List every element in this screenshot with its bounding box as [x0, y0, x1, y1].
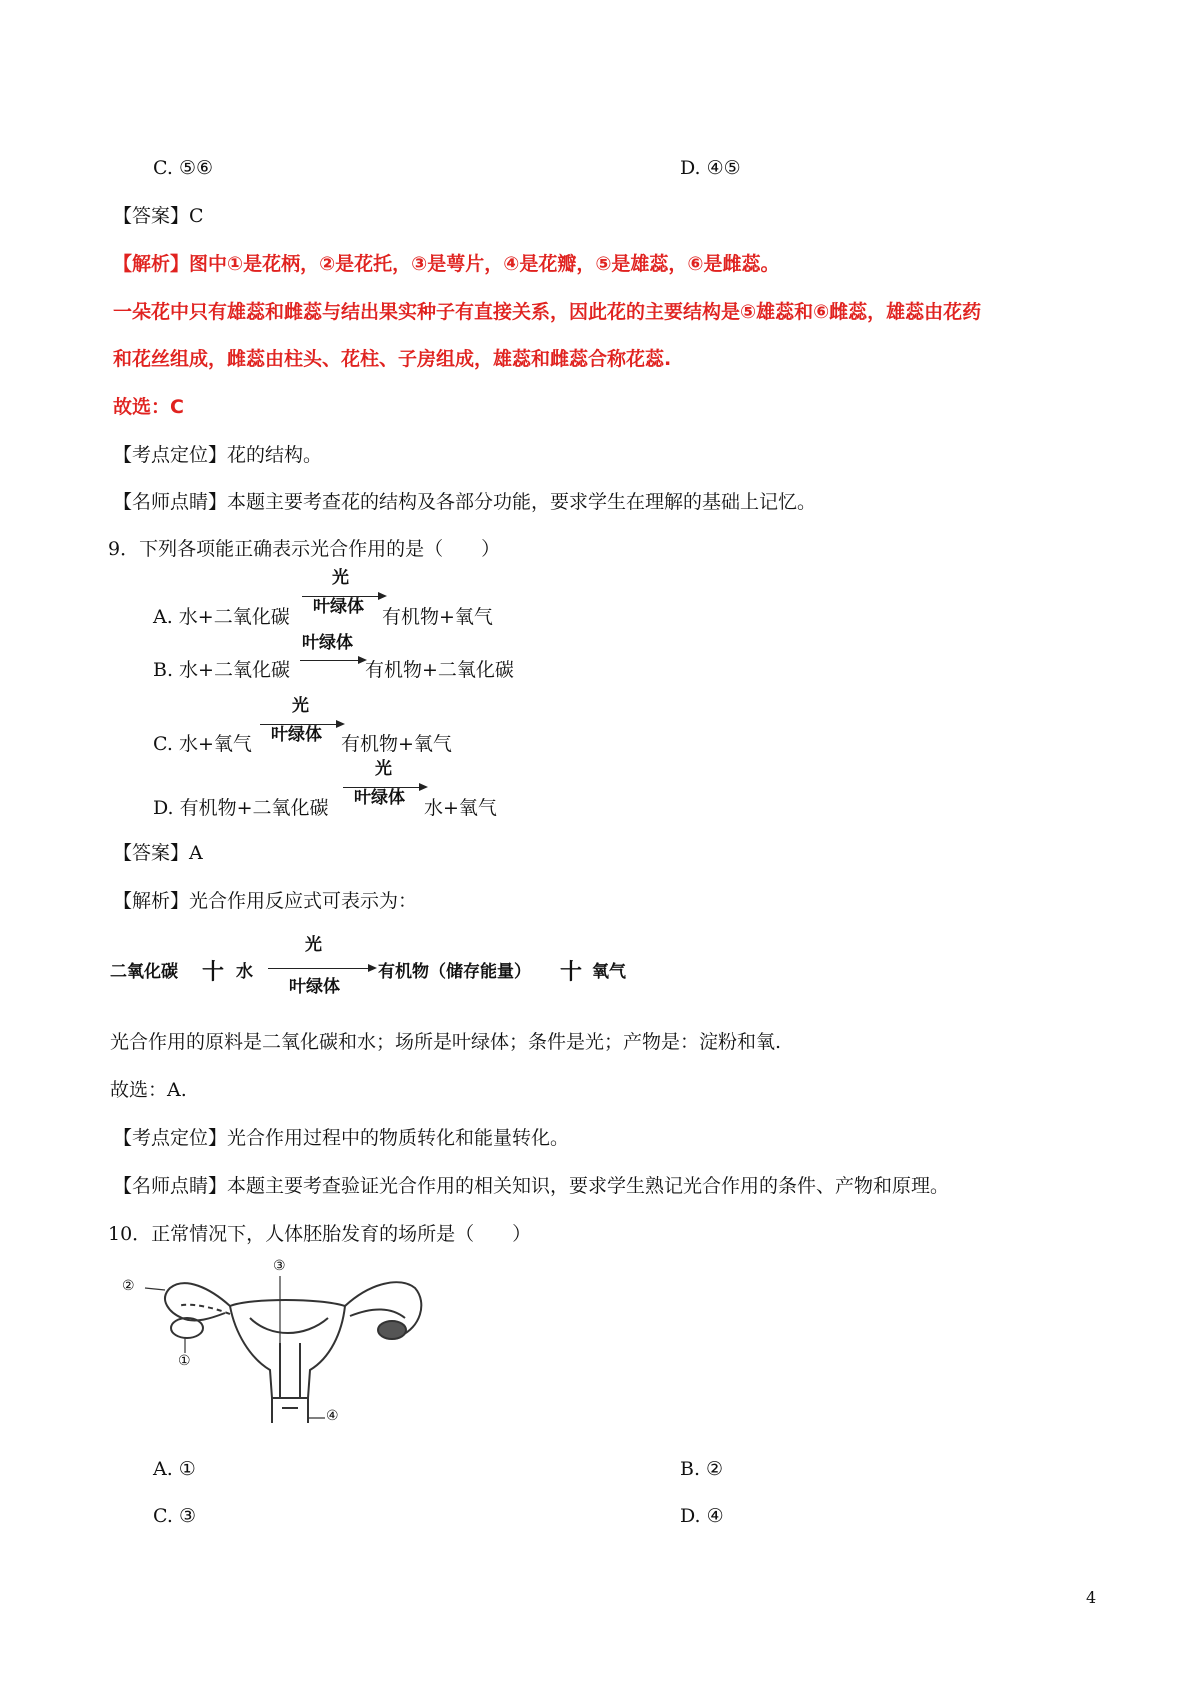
q9-option-b-top-label: 叶绿体: [302, 633, 353, 653]
q8-mingshi: 【名师点睛】本题主要考查花的结构及各部分功能，要求学生在理解的基础上记忆。: [113, 491, 817, 513]
q8-analysis-line3: 和花丝组成，雌蕊由柱头、花柱、子房组成，雄蕊和雌蕊合称花蕊.: [113, 348, 672, 370]
uterus-label-1: ①: [178, 1353, 191, 1369]
q9-stem: 9．下列各项能正确表示光合作用的是（ ）: [108, 538, 501, 560]
equation-plus-1: 十: [202, 960, 225, 985]
equation-reactant-co2: 二氧化碳: [110, 962, 178, 982]
q9-option-d-suffix: 水+氧气: [424, 797, 497, 819]
q9-analysis: 【解析】光合作用反应式可表示为：: [113, 890, 418, 912]
q9-explain: 光合作用的原料是二氧化碳和水；场所是叶绿体；条件是光；产物是：淀粉和氧.: [110, 1031, 782, 1053]
q8-choice: 故选：C: [113, 396, 184, 418]
q10-option-b: B. ②: [680, 1458, 724, 1480]
equation-plus-2: 十: [560, 960, 583, 985]
q8-option-d: D. ④⑤: [680, 157, 741, 179]
equation-condition-light: 光: [305, 935, 322, 955]
uterus-label-4: ④: [326, 1408, 339, 1424]
q10-option-c: C. ③: [153, 1505, 196, 1527]
q9-choice: 故选：A.: [110, 1079, 187, 1101]
q9-option-d-bottom-label: 叶绿体: [354, 788, 405, 808]
q10-option-a: A. ①: [153, 1458, 196, 1480]
page-number: 4: [1086, 1588, 1097, 1607]
q9-option-b-prefix: B. 水+二氧化碳: [153, 659, 290, 681]
equation-product-organic: 有机物（储存能量）: [378, 962, 531, 982]
q9-option-c-top-label: 光: [292, 696, 309, 716]
q9-option-d-prefix: D. 有机物+二氧化碳: [153, 797, 329, 819]
q9-option-b-suffix: 有机物+二氧化碳: [365, 659, 514, 681]
q9-option-c-bottom-label: 叶绿体: [271, 725, 322, 745]
q9-option-a-top-label: 光: [332, 568, 349, 588]
q9-option-c-suffix: 有机物+氧气: [341, 733, 452, 755]
uterus-diagram: [122, 1258, 450, 1428]
q9-answer: 【答案】A: [113, 842, 203, 864]
q9-option-c-prefix: C. 水+氧气: [153, 733, 252, 755]
q9-option-d-top-label: 光: [375, 759, 392, 779]
q9-option-a-prefix: A. 水+二氧化碳: [153, 606, 290, 628]
uterus-label-3: ③: [273, 1258, 286, 1274]
q10-stem: 10．正常情况下，人体胚胎发育的场所是（ ）: [108, 1223, 532, 1245]
equation-condition-chloroplast: 叶绿体: [289, 977, 340, 997]
q8-analysis-line2: 一朵花中只有雄蕊和雌蕊与结出果实种子有直接关系，因此花的主要结构是⑤雄蕊和⑥雌蕊，雄蕊由花药: [113, 301, 982, 323]
q8-answer: 【答案】C: [113, 205, 204, 227]
q9-option-a-bottom-label: 叶绿体: [313, 597, 364, 617]
q8-option-c: C. ⑤⑥: [153, 157, 214, 179]
q8-analysis-line1: 【解析】图中①是花柄，②是花托，③是萼片，④是花瓣，⑤是雄蕊，⑥是雌蕊。: [113, 253, 780, 275]
q8-kaodian: 【考点定位】花的结构。: [113, 444, 323, 466]
equation-product-oxygen: 氧气: [592, 962, 626, 982]
uterus-label-2: ②: [122, 1278, 135, 1294]
uterus-diagram-svg: [130, 1258, 450, 1428]
equation-reactant-water: 水: [236, 962, 253, 982]
q9-option-a-suffix: 有机物+氧气: [382, 606, 493, 628]
q9-kaodian: 【考点定位】光合作用过程中的物质转化和能量转化。: [113, 1127, 570, 1149]
q9-mingshi: 【名师点睛】本题主要考查验证光合作用的相关知识，要求学生熟记光合作用的条件、产物和原理。: [113, 1175, 950, 1197]
q10-option-d: D. ④: [680, 1505, 724, 1527]
